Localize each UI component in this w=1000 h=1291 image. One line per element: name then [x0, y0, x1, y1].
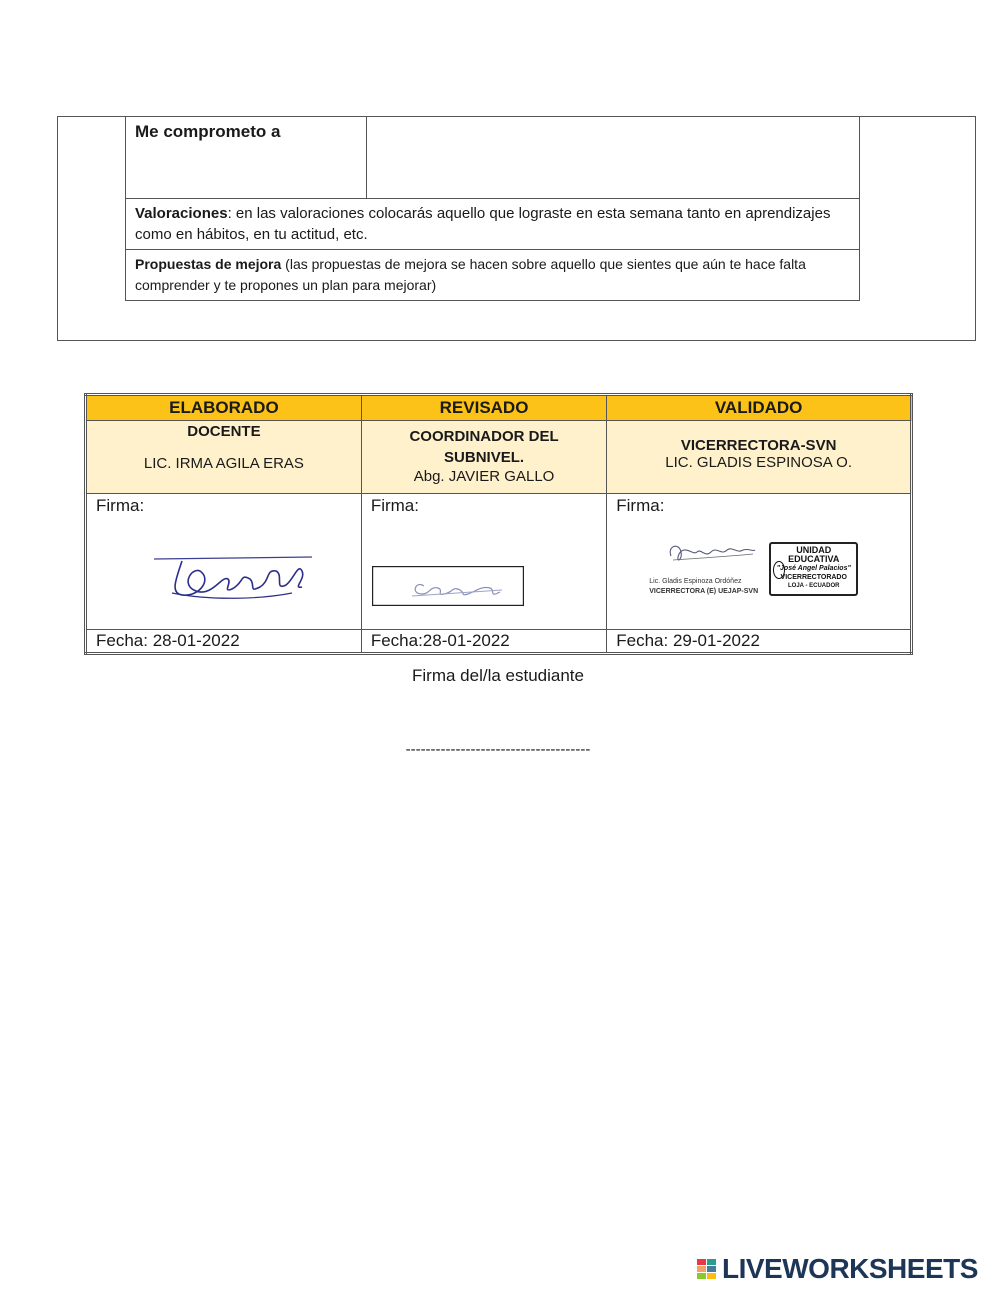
- role-person: Abg. JAVIER GALLO: [413, 468, 555, 485]
- signer-role: VICERRECTORA (E) UEJAP-SVN: [649, 588, 759, 595]
- propuestas-title: Propuestas de mejora: [135, 256, 282, 272]
- valoraciones-title: Valoraciones: [135, 205, 228, 222]
- approval-table: [84, 393, 913, 655]
- firma-label: Firma:: [370, 496, 419, 515]
- valoraciones-text: : en las valoraciones colocarás aquello que lograste en esta semana tanto en aprendizajes como en hábitos, en tu actitud, etc.: [135, 205, 831, 243]
- liveworksheets-logo: [697, 1254, 978, 1284]
- header-validado: VALIDADO: [607, 395, 912, 421]
- stamp-line4: LOJA - ECUADOR: [788, 583, 840, 589]
- role-vicerrectora: [607, 421, 912, 494]
- firma-label: Firma:: [616, 496, 665, 515]
- handwritten-signature-docente: [152, 549, 322, 605]
- role-docente: [86, 421, 362, 494]
- student-signature-line[interactable]: -------------------------------------: [405, 741, 591, 758]
- date-docente: Fecha: 28-01-2022: [86, 630, 362, 654]
- handwritten-signature-coordinador: [372, 566, 524, 606]
- stamp-line2: "José Angel Palacios": [776, 565, 851, 572]
- commitment-answer-field[interactable]: [367, 117, 860, 199]
- liveworksheets-blocks-icon: [697, 1259, 716, 1279]
- firma-cell-docente: [86, 494, 362, 630]
- role-person: LIC. IRMA AGILA ERAS: [143, 455, 304, 472]
- date-coordinador: Fecha:28-01-2022: [361, 630, 606, 654]
- role-title: VICERRECTORA-SVN: [680, 437, 837, 454]
- propuestas-text: (las propuestas de mejora se hacen sobre aquello que sientes que aún te hace falta comprender y te propones un plan para mejorar): [135, 256, 806, 293]
- firma-cell-vicerrectora: [607, 494, 912, 630]
- institution-stamp: [769, 542, 858, 596]
- signer-name: Lic. Gladis Espinoza Ordóñez: [649, 578, 742, 585]
- valoraciones-row: [126, 199, 860, 250]
- firma-cell-coordinador: [361, 494, 606, 630]
- role-person: LIC. GLADIS ESPINOSA O.: [665, 454, 852, 471]
- role-title: DOCENTE: [187, 423, 261, 440]
- firma-label: Firma:: [96, 496, 145, 515]
- commitment-label: Me comprometo a: [126, 117, 367, 199]
- reflection-table: [125, 116, 860, 301]
- stamp-line3: VICERRECTORADO: [780, 574, 847, 581]
- student-signature-label: Firma del/la estudiante: [412, 666, 584, 685]
- liveworksheets-brand: LIVEWORKSHEETS: [722, 1253, 978, 1284]
- role-coordinador: [361, 421, 606, 494]
- stamp-line1: UNIDAD EDUCATIVA: [788, 545, 840, 564]
- header-elaborado: ELABORADO: [86, 395, 362, 421]
- propuestas-row: [126, 250, 860, 301]
- signer-caption: [649, 577, 758, 597]
- role-title: COORDINADOR DEL SUBNIVEL.: [409, 428, 559, 466]
- header-revisado: REVISADO: [361, 395, 606, 421]
- handwritten-signature-vicerrectora: [663, 538, 758, 568]
- date-vicerrectora: Fecha: 29-01-2022: [607, 630, 912, 654]
